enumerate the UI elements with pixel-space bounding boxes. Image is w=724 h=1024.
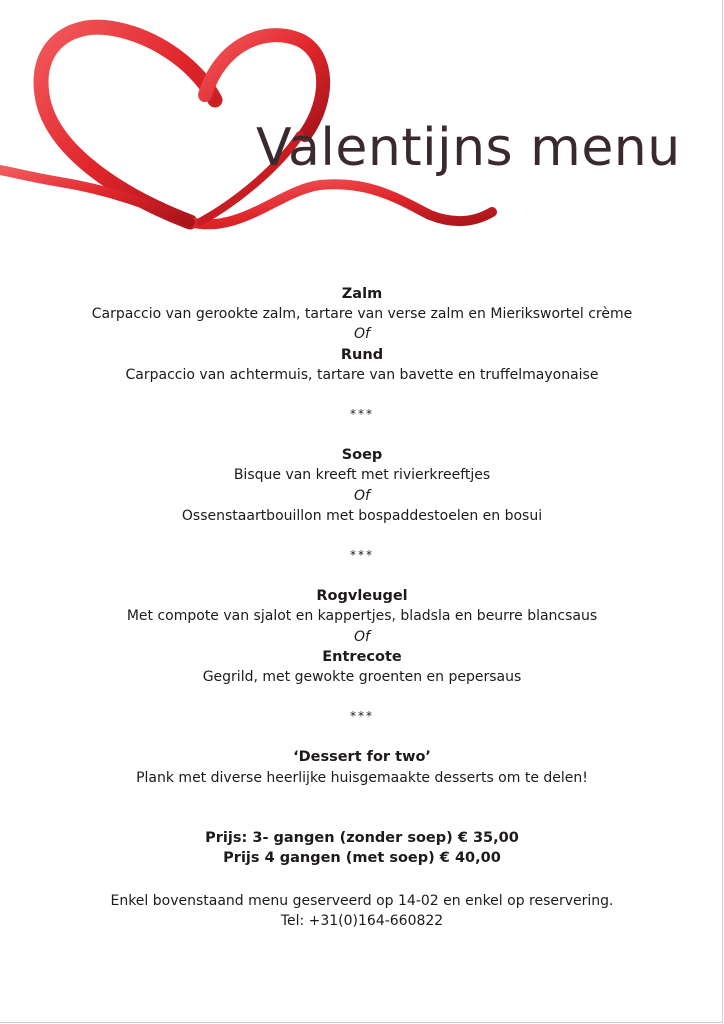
course-description: Met compote van sjalot en kappertjes, bladsla en beurre blancsaus (126, 608, 598, 625)
course-description: Bisque van kreeft met rivierkreeftjes (233, 467, 491, 484)
course-description: Plank met diverse heerlijke huisgemaakte desserts om te delen! (136, 769, 588, 786)
footer (0, 891, 724, 931)
price-line: Prijs: 3- gangen (zonder soep) € 35,00 (205, 829, 519, 846)
footer-note: Enkel bovenstaand menu geserveerd op 14-02 en enkel op reservering. (110, 893, 614, 910)
course-soup (0, 445, 724, 526)
course-name: Zalm (341, 286, 383, 302)
course-alt-name: Entrecote (322, 648, 402, 665)
price-list (0, 828, 724, 868)
course-or: Of (354, 487, 370, 504)
menu-title: Valentijns menu (256, 118, 681, 178)
course-alt-description: Gegrild, met gewokte groenten en pepersaus (202, 669, 522, 686)
menu-list (0, 284, 724, 932)
course-starter (0, 284, 724, 385)
course-dessert (0, 747, 724, 787)
footer-phone: Tel: +31(0)164-660822 (280, 913, 444, 930)
course-name: Rogvleugel (316, 588, 408, 605)
course-main (0, 586, 724, 687)
course-name: ‘Dessert for two’ (293, 749, 431, 766)
course-alt-description: Carpaccio van achtermuis, tartare van bavette en truffelmayonaise (125, 366, 599, 383)
price-line: Prijs 4 gangen (met soep) € 40,00 (223, 850, 501, 867)
course-alt-description: Ossenstaartbouillon met bospaddestoelen en bosui (181, 507, 543, 524)
course-description: Carpaccio van gerookte zalm, tartare van verse zalm en Mierikswortel crème (91, 306, 633, 323)
course-or: Of (354, 628, 370, 645)
course-alt-name: Rund (340, 346, 384, 363)
separator: *** (350, 548, 374, 563)
course-or: Of (354, 326, 370, 343)
course-name: Soep (341, 447, 383, 464)
separator: *** (350, 407, 374, 422)
separator: *** (350, 709, 374, 724)
